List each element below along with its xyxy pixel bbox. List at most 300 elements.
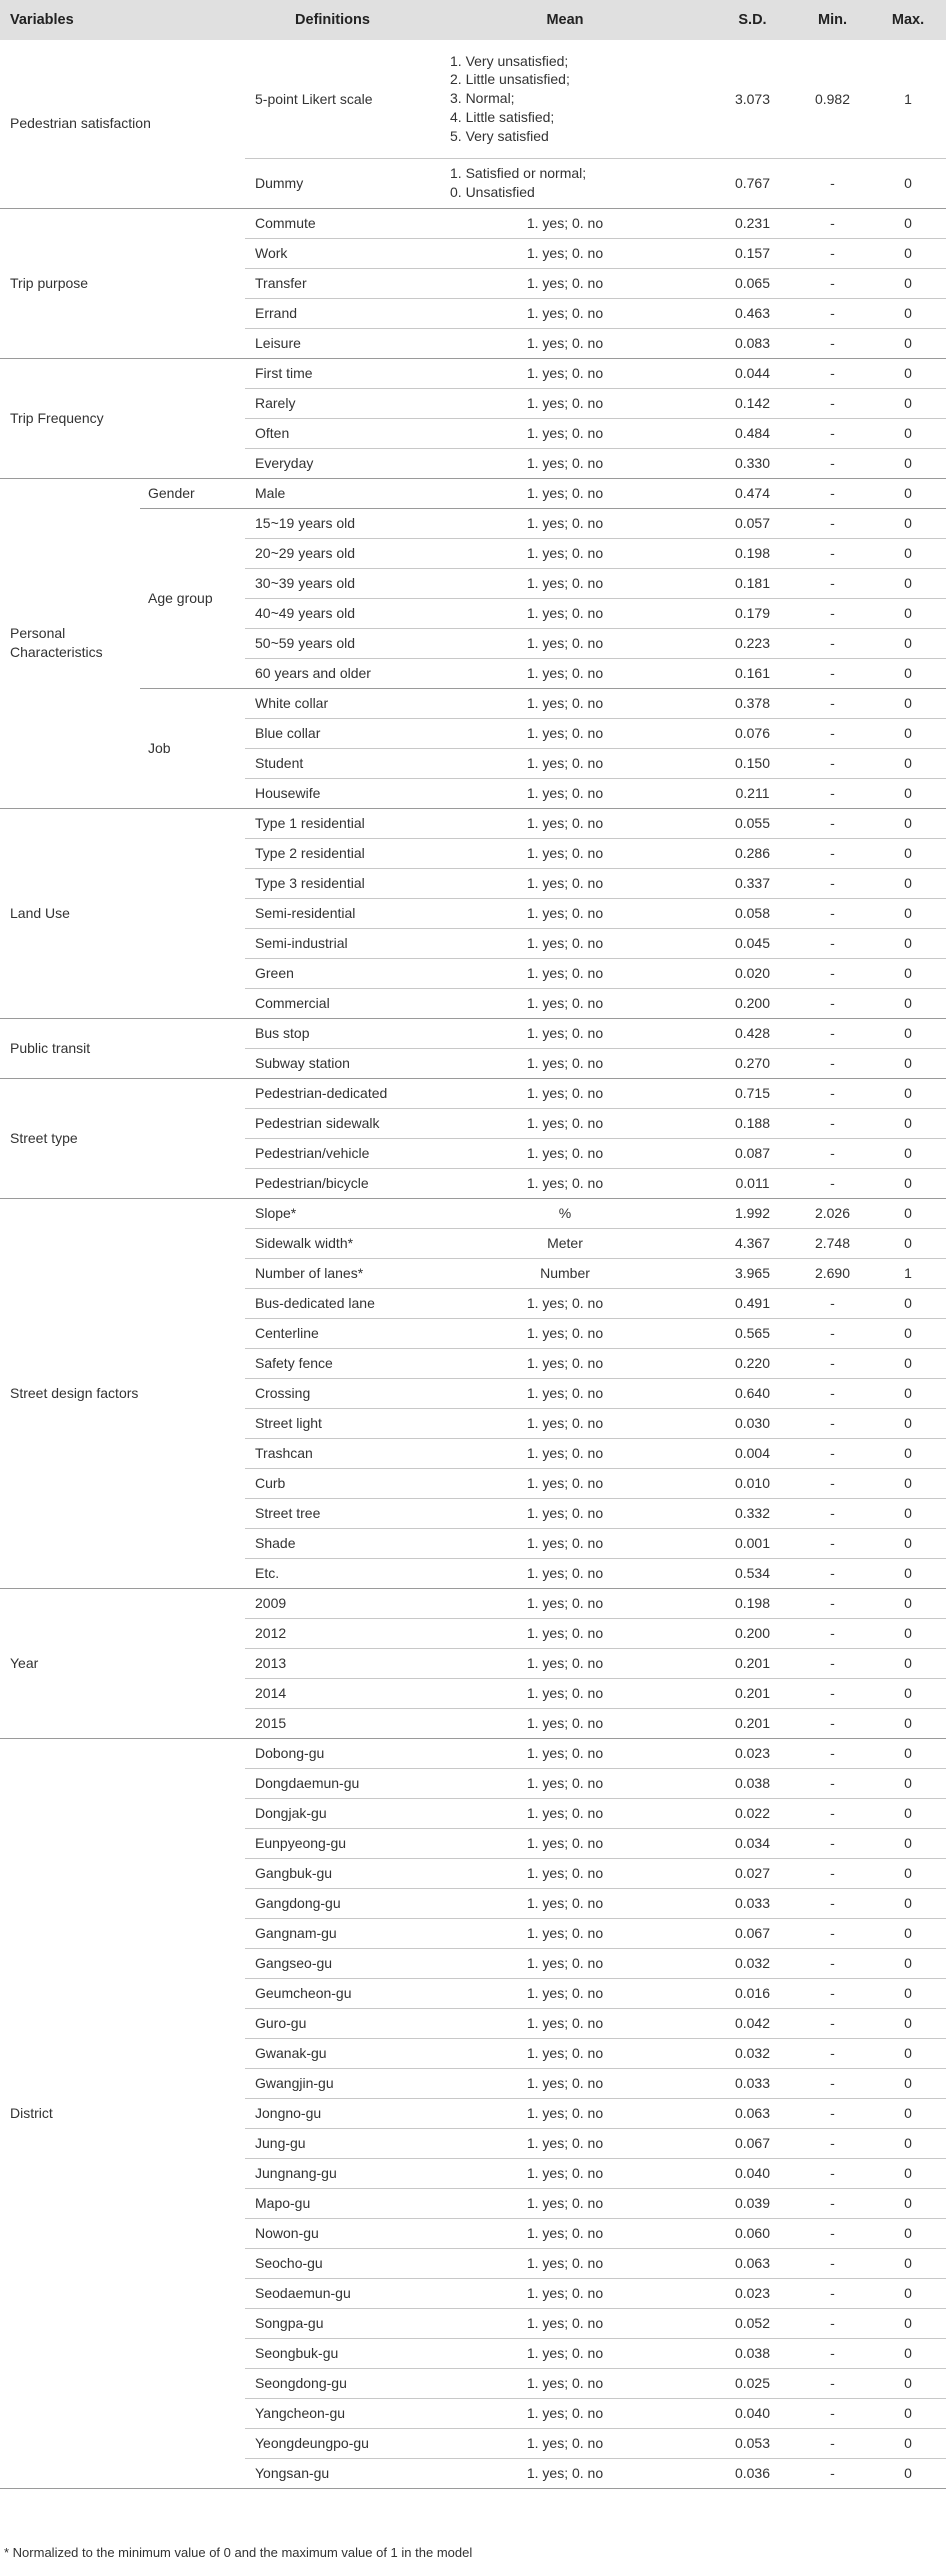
min-cell: - (795, 928, 870, 958)
min-cell: - (795, 208, 870, 238)
sd-cell: 0.023 (710, 2278, 795, 2308)
variable-cell: Trip Frequency (0, 358, 245, 478)
definition-cell: Shade (245, 1528, 420, 1558)
max-cell: 0 (870, 1738, 946, 1768)
sd-cell: 0.201 (710, 1708, 795, 1738)
max-cell: 0 (870, 1828, 946, 1858)
sd-cell: 0.038 (710, 1768, 795, 1798)
min-cell: 0.982 (795, 40, 870, 158)
definition-cell: 60 years and older (245, 658, 420, 688)
min-cell: - (795, 628, 870, 658)
sd-cell: 0.010 (710, 1468, 795, 1498)
mean-cell: 1. yes; 0. no (420, 1798, 710, 1828)
min-cell: - (795, 1918, 870, 1948)
sd-cell: 0.045 (710, 928, 795, 958)
table-row (0, 688, 946, 718)
definition-cell: Yongsan-gu (245, 2458, 420, 2488)
definition-cell: Centerline (245, 1318, 420, 1348)
sd-cell: 0.039 (710, 2188, 795, 2218)
min-cell: - (795, 1888, 870, 1918)
definition-cell: Rarely (245, 388, 420, 418)
max-cell: 0 (870, 898, 946, 928)
mean-cell: 1. yes; 0. no (420, 1588, 710, 1618)
min-cell: - (795, 538, 870, 568)
max-cell: 0 (870, 238, 946, 268)
definition-cell: Jungnang-gu (245, 2158, 420, 2188)
min-cell: - (795, 1348, 870, 1378)
max-cell: 0 (870, 2128, 946, 2158)
max-cell: 0 (870, 1198, 946, 1228)
max-cell: 0 (870, 598, 946, 628)
definition-cell: Student (245, 748, 420, 778)
min-cell: - (795, 1978, 870, 2008)
definition-cell: Type 1 residential (245, 808, 420, 838)
max-cell: 0 (870, 1438, 946, 1468)
min-cell: - (795, 808, 870, 838)
min-cell: - (795, 778, 870, 808)
min-cell: - (795, 1468, 870, 1498)
mean-cell: 1. yes; 0. no (420, 2368, 710, 2398)
mean-cell: 1. yes; 0. no (420, 568, 710, 598)
min-cell: - (795, 158, 870, 208)
definition-cell: 2009 (245, 1588, 420, 1618)
definition-cell: Pedestrian sidewalk (245, 1108, 420, 1138)
min-cell: - (795, 1738, 870, 1768)
sd-cell: 0.270 (710, 1048, 795, 1078)
definition-cell: Seocho-gu (245, 2248, 420, 2278)
sd-cell: 0.067 (710, 1918, 795, 1948)
mean-cell: 1. yes; 0. no (420, 358, 710, 388)
min-cell: - (795, 2308, 870, 2338)
sd-cell: 0.033 (710, 1888, 795, 1918)
table-row (0, 508, 946, 538)
max-cell: 0 (870, 1798, 946, 1828)
mean-cell: 1. yes; 0. no (420, 988, 710, 1018)
min-cell: - (795, 508, 870, 538)
mean-cell: 1. yes; 0. no (420, 1948, 710, 1978)
max-cell: 0 (870, 928, 946, 958)
sd-cell: 0.200 (710, 988, 795, 1018)
definition-cell: Bus-dedicated lane (245, 1288, 420, 1318)
min-cell: - (795, 838, 870, 868)
header-definitions: Definitions (295, 12, 370, 28)
mean-cell: 1. yes; 0. no (420, 1978, 710, 2008)
definition-cell: Crossing (245, 1378, 420, 1408)
header-max: Max. (891, 12, 925, 28)
min-cell: - (795, 1048, 870, 1078)
min-cell: - (795, 2458, 870, 2488)
subgroup-cell: Age group (140, 508, 245, 688)
min-cell: - (795, 1498, 870, 1528)
max-cell: 0 (870, 1588, 946, 1618)
max-cell: 0 (870, 2248, 946, 2278)
max-cell: 0 (870, 1138, 946, 1168)
mean-cell: 1. yes; 0. no (420, 1558, 710, 1588)
min-cell: - (795, 1108, 870, 1138)
max-cell: 0 (870, 1048, 946, 1078)
mean-cell: 1. yes; 0. no (420, 2008, 710, 2038)
mean-cell: 1. yes; 0. no (420, 1108, 710, 1138)
sd-cell: 0.200 (710, 1618, 795, 1648)
max-cell: 0 (870, 2188, 946, 2218)
mean-cell: 1. yes; 0. no (420, 1318, 710, 1348)
sd-cell: 0.025 (710, 2368, 795, 2398)
mean-cell: 1. yes; 0. no (420, 2248, 710, 2278)
min-cell: - (795, 748, 870, 778)
sd-cell: 0.211 (710, 778, 795, 808)
max-cell: 0 (870, 2068, 946, 2098)
sd-cell: 0.063 (710, 2248, 795, 2278)
max-cell: 0 (870, 1078, 946, 1108)
min-cell: - (795, 2128, 870, 2158)
definition-cell: 2015 (245, 1708, 420, 1738)
min-cell: - (795, 238, 870, 268)
max-cell: 0 (870, 1468, 946, 1498)
min-cell: - (795, 2068, 870, 2098)
sd-cell: 0.715 (710, 1078, 795, 1108)
sd-cell: 0.055 (710, 808, 795, 838)
sd-cell: 0.201 (710, 1678, 795, 1708)
min-cell: - (795, 1618, 870, 1648)
header-mean: Mean (546, 12, 584, 28)
definition-cell: Gangnam-gu (245, 1918, 420, 1948)
definition-cell: Commute (245, 208, 420, 238)
definition-cell: Gangdong-gu (245, 1888, 420, 1918)
sd-cell: 0.220 (710, 1348, 795, 1378)
header-variables: Variables (10, 12, 74, 28)
definition-cell: Jung-gu (245, 2128, 420, 2158)
definition-cell: Errand (245, 298, 420, 328)
definition-cell: Eunpyeong-gu (245, 1828, 420, 1858)
sd-cell: 0.057 (710, 508, 795, 538)
definition-cell: Subway station (245, 1048, 420, 1078)
min-cell: - (795, 1648, 870, 1678)
min-cell: - (795, 1708, 870, 1738)
variable-cell: Street type (0, 1078, 245, 1198)
definition-cell: Guro-gu (245, 2008, 420, 2038)
definition-cell: Pedestrian/vehicle (245, 1138, 420, 1168)
max-cell: 0 (870, 2098, 946, 2128)
mean-cell: 1. yes; 0. no (420, 1738, 710, 1768)
max-cell: 0 (870, 988, 946, 1018)
mean-cell: 1. yes; 0. no (420, 748, 710, 778)
definition-cell: Geumcheon-gu (245, 1978, 420, 2008)
max-cell: 0 (870, 688, 946, 718)
min-cell: - (795, 1438, 870, 1468)
definition-cell: Trashcan (245, 1438, 420, 1468)
max-cell: 0 (870, 1228, 946, 1258)
min-cell: - (795, 1558, 870, 1588)
max-cell: 0 (870, 1948, 946, 1978)
max-cell: 0 (870, 1858, 946, 1888)
definition-cell: 50~59 years old (245, 628, 420, 658)
mean-cell: 1. yes; 0. no (420, 898, 710, 928)
sd-cell: 0.188 (710, 1108, 795, 1138)
max-cell: 0 (870, 808, 946, 838)
min-cell: - (795, 268, 870, 298)
min-cell: - (795, 1378, 870, 1408)
min-cell: - (795, 2098, 870, 2128)
max-cell: 0 (870, 838, 946, 868)
sd-cell: 0.065 (710, 268, 795, 298)
variable-cell: Public transit (0, 1018, 245, 1078)
sd-cell: 0.463 (710, 298, 795, 328)
min-cell: - (795, 1318, 870, 1348)
definition-cell: 15~19 years old (245, 508, 420, 538)
max-cell: 0 (870, 2338, 946, 2368)
min-cell: - (795, 1828, 870, 1858)
sd-cell: 0.534 (710, 1558, 795, 1588)
max-cell: 0 (870, 2308, 946, 2338)
definition-cell: Safety fence (245, 1348, 420, 1378)
definition-cell: Etc. (245, 1558, 420, 1588)
max-cell: 0 (870, 268, 946, 298)
mean-cell: 1. yes; 0. no (420, 928, 710, 958)
mean-cell: 1. yes; 0. no (420, 1348, 710, 1378)
mean-cell: 1. yes; 0. no (420, 1528, 710, 1558)
max-cell: 0 (870, 1348, 946, 1378)
definition-cell: Seongbuk-gu (245, 2338, 420, 2368)
definition-cell: Yangcheon-gu (245, 2398, 420, 2428)
sd-cell: 0.330 (710, 448, 795, 478)
sd-cell: 0.032 (710, 2038, 795, 2068)
table-row (0, 358, 946, 388)
mean-cell: 1. yes; 0. no (420, 1888, 710, 1918)
mean-cell: 1. yes; 0. no (420, 1648, 710, 1678)
sd-cell: 0.022 (710, 1798, 795, 1828)
sd-cell: 0.157 (710, 238, 795, 268)
definition-cell: 5-point Likert scale (245, 40, 420, 158)
mean-cell: 1. yes; 0. no (420, 2338, 710, 2368)
sd-cell: 0.565 (710, 1318, 795, 1348)
sd-cell: 0.004 (710, 1438, 795, 1468)
max-cell: 0 (870, 1978, 946, 2008)
sd-cell: 0.030 (710, 1408, 795, 1438)
max-cell: 1 (870, 40, 946, 158)
max-cell: 0 (870, 2008, 946, 2038)
sd-cell: 0.053 (710, 2428, 795, 2458)
mean-cell: 1. yes; 0. no (420, 718, 710, 748)
mean-cell: 1. yes; 0. no (420, 688, 710, 718)
sd-cell: 0.223 (710, 628, 795, 658)
sd-cell: 0.060 (710, 2218, 795, 2248)
mean-cell: 1. yes; 0. no (420, 838, 710, 868)
mean-cell: 1. yes; 0. no (420, 268, 710, 298)
max-cell: 0 (870, 1768, 946, 1798)
max-cell: 0 (870, 1498, 946, 1528)
mean-cell: 1. yes; 0. no (420, 628, 710, 658)
table-row (0, 1198, 946, 1228)
max-cell: 0 (870, 2458, 946, 2488)
sd-cell: 0.179 (710, 598, 795, 628)
table-row (0, 1078, 946, 1108)
table-row (0, 208, 946, 238)
sd-cell: 0.198 (710, 538, 795, 568)
table-header (0, 0, 946, 40)
variable-cell: Personal Characteristics (0, 478, 140, 808)
definition-cell: Male (245, 478, 420, 508)
definition-cell: First time (245, 358, 420, 388)
max-cell: 0 (870, 328, 946, 358)
max-cell: 0 (870, 508, 946, 538)
min-cell: - (795, 2248, 870, 2278)
mean-cell: 1. yes; 0. no (420, 1828, 710, 1858)
max-cell: 0 (870, 1318, 946, 1348)
max-cell: 0 (870, 2158, 946, 2188)
min-cell: - (795, 2428, 870, 2458)
definition-cell: Sidewalk width* (245, 1228, 420, 1258)
sd-cell: 0.042 (710, 2008, 795, 2038)
definition-cell: Yeongdeungpo-gu (245, 2428, 420, 2458)
max-cell: 0 (870, 1168, 946, 1198)
definition-cell: Bus stop (245, 1018, 420, 1048)
max-cell: 0 (870, 958, 946, 988)
max-cell: 0 (870, 388, 946, 418)
table-row (0, 808, 946, 838)
variable-cell: Trip purpose (0, 208, 245, 358)
min-cell: - (795, 1288, 870, 1318)
mean-cell: 1. yes; 0. no (420, 1498, 710, 1528)
mean-cell: 1. yes; 0. no (420, 1018, 710, 1048)
min-cell: - (795, 2278, 870, 2308)
mean-cell: 1. yes; 0. no (420, 2458, 710, 2488)
sd-cell: 0.052 (710, 2308, 795, 2338)
max-cell: 0 (870, 748, 946, 778)
mean-cell: 1. yes; 0. no (420, 238, 710, 268)
sd-cell: 0.040 (710, 2398, 795, 2428)
mean-cell: 1. Satisfied or normal; 0. Unsatisfied (420, 158, 710, 208)
variable-cell: Pedestrian satisfaction (0, 40, 245, 208)
definition-cell: Semi-industrial (245, 928, 420, 958)
mean-cell: 1. yes; 0. no (420, 298, 710, 328)
mean-cell: 1. yes; 0. no (420, 1678, 710, 1708)
sd-cell: 0.063 (710, 2098, 795, 2128)
subgroup-cell: Gender (140, 478, 245, 508)
min-cell: - (795, 1408, 870, 1438)
max-cell: 0 (870, 2368, 946, 2398)
definition-cell: Transfer (245, 268, 420, 298)
mean-cell: 1. yes; 0. no (420, 2128, 710, 2158)
min-cell: - (795, 298, 870, 328)
mean-cell: 1. yes; 0. no (420, 2038, 710, 2068)
mean-cell: % (420, 1198, 710, 1228)
sd-cell: 4.367 (710, 1228, 795, 1258)
table-row (0, 40, 946, 158)
min-cell: - (795, 568, 870, 598)
sd-cell: 0.044 (710, 358, 795, 388)
sd-cell: 0.767 (710, 158, 795, 208)
max-cell: 0 (870, 1618, 946, 1648)
sd-cell: 0.181 (710, 568, 795, 598)
mean-cell: 1. yes; 0. no (420, 1468, 710, 1498)
max-cell: 1 (870, 1258, 946, 1288)
sd-cell: 0.474 (710, 478, 795, 508)
table-row (0, 1588, 946, 1618)
table-row (0, 1738, 946, 1768)
definition-cell: Pedestrian-dedicated (245, 1078, 420, 1108)
definition-cell: Pedestrian/bicycle (245, 1168, 420, 1198)
sd-cell: 0.640 (710, 1378, 795, 1408)
definition-cell: Green (245, 958, 420, 988)
max-cell: 0 (870, 1528, 946, 1558)
definition-cell: 30~39 years old (245, 568, 420, 598)
max-cell: 0 (870, 1708, 946, 1738)
sd-cell: 0.083 (710, 328, 795, 358)
mean-cell: 1. yes; 0. no (420, 1918, 710, 1948)
mean-cell: 1. yes; 0. no (420, 1408, 710, 1438)
header-min: Min. (818, 12, 847, 28)
definition-cell: 2012 (245, 1618, 420, 1648)
sd-cell: 0.034 (710, 1828, 795, 1858)
min-cell: - (795, 328, 870, 358)
min-cell: - (795, 1138, 870, 1168)
mean-cell: 1. yes; 0. no (420, 328, 710, 358)
mean-cell: 1. yes; 0. no (420, 508, 710, 538)
sd-cell: 0.198 (710, 1588, 795, 1618)
max-cell: 0 (870, 1888, 946, 1918)
sd-cell: 0.020 (710, 958, 795, 988)
min-cell: 2.690 (795, 1258, 870, 1288)
mean-cell: 1. yes; 0. no (420, 418, 710, 448)
definition-cell: Gwanak-gu (245, 2038, 420, 2068)
definition-cell: Street light (245, 1408, 420, 1438)
max-cell: 0 (870, 298, 946, 328)
mean-cell: 1. Very unsatisfied; 2. Little unsatisfied; 3. Normal; 4. Little satisfied; 5. Very satisfied (420, 40, 710, 158)
min-cell: - (795, 1948, 870, 1978)
max-cell: 0 (870, 2218, 946, 2248)
max-cell: 0 (870, 718, 946, 748)
mean-cell: 1. yes; 0. no (420, 1438, 710, 1468)
mean-cell: 1. yes; 0. no (420, 2428, 710, 2458)
min-cell: - (795, 358, 870, 388)
min-cell: - (795, 2038, 870, 2068)
sd-cell: 0.011 (710, 1168, 795, 1198)
definition-cell: Dongjak-gu (245, 1798, 420, 1828)
min-cell: - (795, 958, 870, 988)
definition-cell: Housewife (245, 778, 420, 808)
definition-cell: Dobong-gu (245, 1738, 420, 1768)
min-cell: - (795, 1768, 870, 1798)
definition-cell: Songpa-gu (245, 2308, 420, 2338)
definition-cell: Often (245, 418, 420, 448)
max-cell: 0 (870, 1288, 946, 1318)
mean-cell: 1. yes; 0. no (420, 208, 710, 238)
sd-cell: 0.067 (710, 2128, 795, 2158)
header-row (0, 0, 946, 40)
min-cell: - (795, 988, 870, 1018)
definition-cell: 2014 (245, 1678, 420, 1708)
definition-cell: Jongno-gu (245, 2098, 420, 2128)
sd-cell: 0.378 (710, 688, 795, 718)
max-cell: 0 (870, 1018, 946, 1048)
definition-cell: Type 3 residential (245, 868, 420, 898)
mean-cell: 1. yes; 0. no (420, 2278, 710, 2308)
max-cell: 0 (870, 1918, 946, 1948)
definition-cell: Gwangjin-gu (245, 2068, 420, 2098)
mean-cell: 1. yes; 0. no (420, 778, 710, 808)
max-cell: 0 (870, 1678, 946, 1708)
max-cell: 0 (870, 658, 946, 688)
mean-cell: 1. yes; 0. no (420, 388, 710, 418)
min-cell: - (795, 448, 870, 478)
max-cell: 0 (870, 478, 946, 508)
max-cell: 0 (870, 868, 946, 898)
sd-cell: 0.142 (710, 388, 795, 418)
min-cell: - (795, 478, 870, 508)
mean-cell: 1. yes; 0. no (420, 538, 710, 568)
subgroup-cell: Job (140, 688, 245, 808)
min-cell: - (795, 718, 870, 748)
